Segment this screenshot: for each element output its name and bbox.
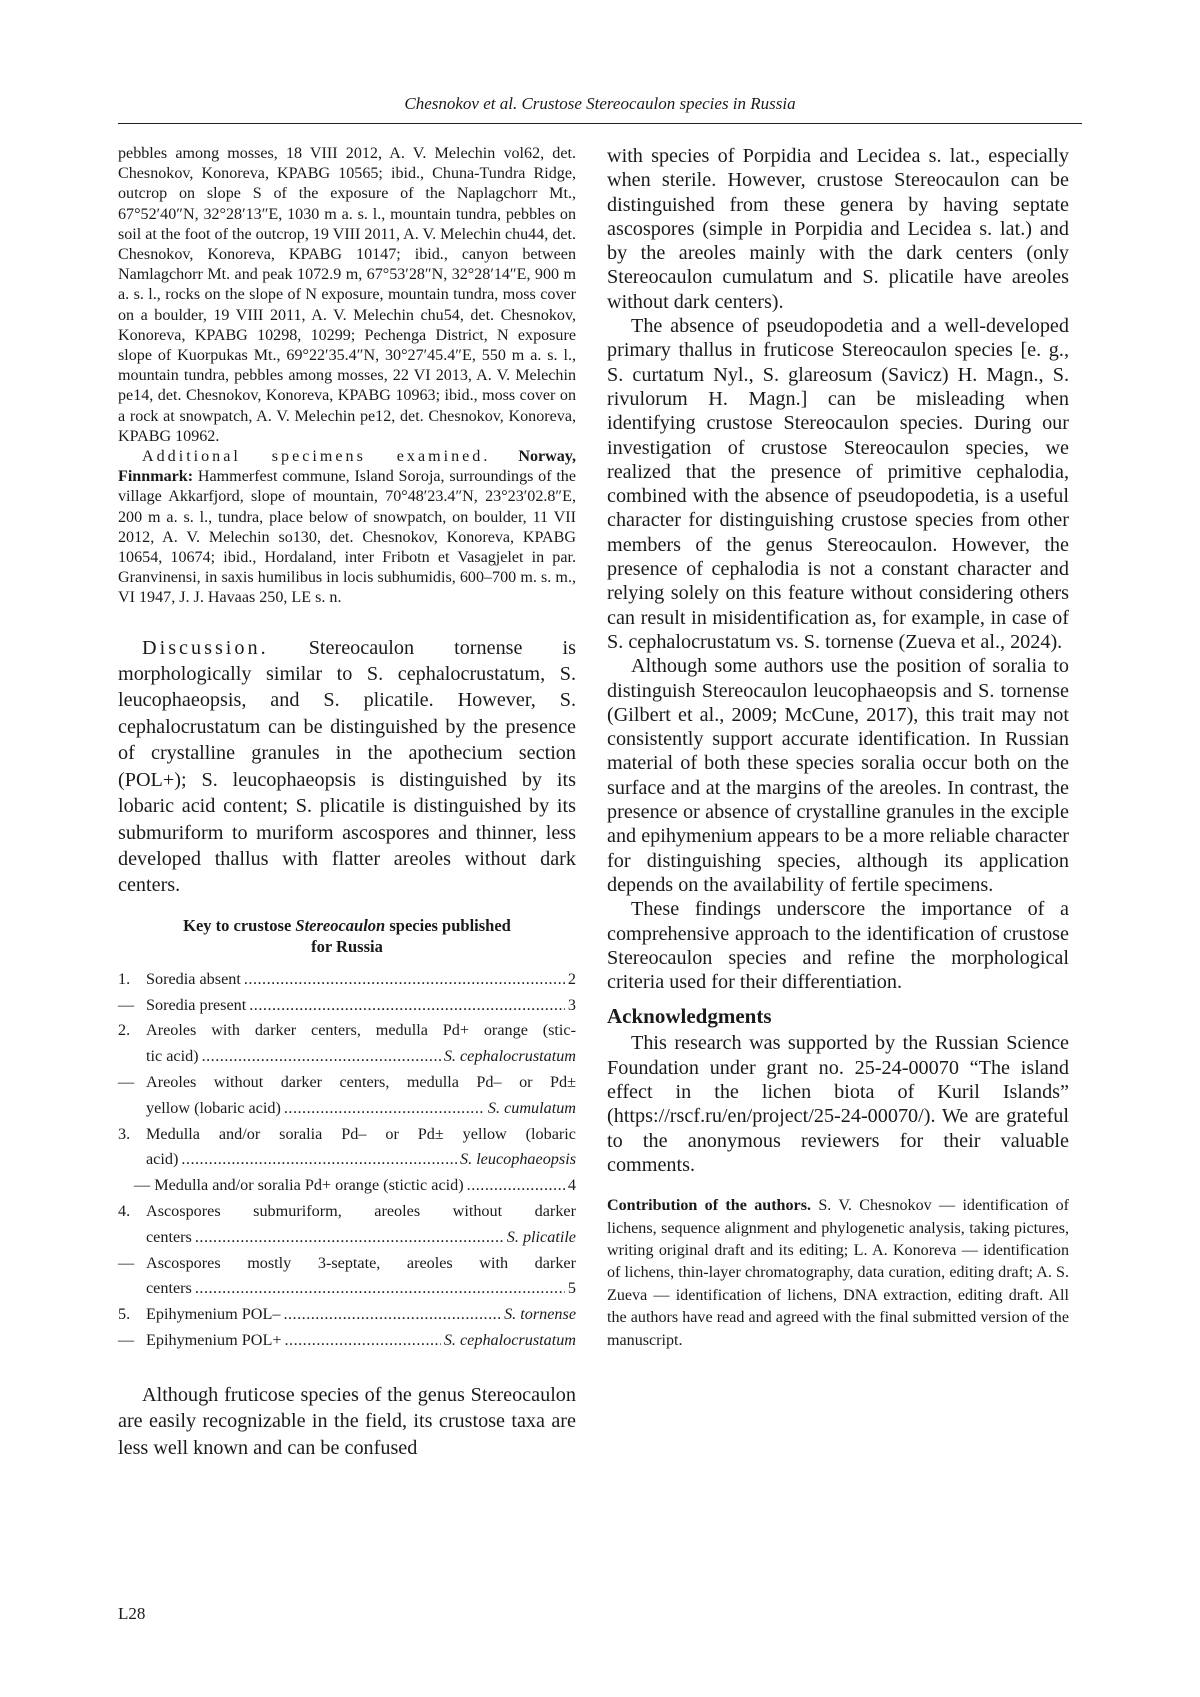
specimens-continued: pebbles among mosses, 18 VIII 2012, A. V. Melechin vol62, det. Chesnokov, Konoreva, KPABG 10565; ibid., Chuna-Tundra Ridge, outcrop on slope S of the exposure of the Naplagchorr Mt., 67°52′40″N, 32°28′13″E, 1030 m a. s. l., mountain tundra, pebbles on soil at the foot of the outcrop, 19 VIII 2011, A. V. Melechin chu44, det. Chesnokov, Konoreva, KPABG 10147; ibid., canyon between Namlagchorr Mt. and peak 1072.9 m, 67°53′28″N, 32°28′14″E, 900 m a. s. l., rocks on the slope of N exposure, mountain tundra, moss cover on a boulder, 19 VIII 2011, A. V. Melechin chu54, det. Chesnokov, Konoreva, KPABG 10298, 10299; Pechenga District, N exposure slope of Kuorpukas Mt., 69°22′35.4″N, 30°27′45.4″E, 550 m a. s. l., mountain tundra, pebbles among mosses, 22 VI 2013, A. V. Melechin pe14, det. Chesnokov, Konoreva, KPABG 10963; ibid., moss cover on a rock at snowpatch, A. V. Melechin pe12, det. Chesnokov, Konoreva, KPABG 10962. (118, 145, 577, 445)
paragraph-findings: These findings underscore the importance of a comprehensive approach to the identification of crustose Stereocaulon species and refine the morphological criteria used for their differentiation. (607, 898, 1069, 994)
discussion-paragraph (118, 635, 576, 899)
header-rule (118, 123, 1082, 124)
page-number: L28 (118, 1604, 146, 1623)
key-couplet-1b: — Soredia present ..... 3 (118, 993, 576, 1019)
key-couplet-2a: 2. Areoles with darker centers, medulla Pd+ orange (stic- (118, 1021, 576, 1040)
right-column (607, 144, 1069, 1352)
running-title: Chesnokov et al. Crustose Stereocaulon species in Russia (404, 94, 796, 113)
key-couplet-5a: 5. Epihymenium POL– ..... S. tornense (118, 1302, 576, 1328)
paragraph-soralia: Although some authors use the position of soralia to distinguish Stereocaulon leucophaeopsis and S. tornense (Gilbert et al., 2009; McCune, 2017), this trait may not consistently support accurate identification. In Russian material of both these species soralia occur both on the surface and at the margins of the areoles. In contrast, the presence or absence of crystalline granules in the exciple and epihymenium appears to be a more reliable character for distinguishing species, although its application depends on the availability of fertile specimens. (607, 655, 1069, 896)
discussion-text: Stereocaulon tornense is morphologically similar to S. cephalocrustatum, S. leucophaeopsis, and S. plicatile. However, S. cephalocrustatum can be distinguished by the presence of crystalline granules in the apothecium section (POL+); S. leucophaeopsis is distinguished by its lobaric acid content; S. plicatile is distinguished by its submuriform to muriform ascospores and thinner, less developed thallus with flatter areoles without dark centers. (118, 636, 576, 897)
additional-specimens-region: Norway, Finnmark: (118, 448, 576, 486)
acknowledgments-text: This research was supported by the Russian Science Foundation under grant no. 25-24-00070 “The island effect in the lichen biota of Kuril Islands” (https://rscf.ru/en/project/25-24-00070/). We are grateful to the anonymous reviewers for their valuable comments. (607, 1032, 1069, 1176)
additional-specimens-text: Hammerfest commune, Island Soroja, surroundings of the village Akkarfjord, slope of mountain, 70°48′23.4″N, 23°23′02.8″E, 200 m a. s. l., tundra, place below of snowpatch, on boulder, 11 VII 2012, A. V. Melechin so130, det. Chesnokov, Konoreva, KPABG 10654, 10674; ibid., Hordaland, inter Fribotn et Vasagjelet in par. Granvinensi, in saxis humilibus in locis subhumidis, 600–700 m. s. m., VI 1947, J. J. Havaas 250, LE s. n. (118, 468, 576, 607)
key-couplet-2b-cont: yellow (lobaric acid) ..... S. cumulatum (118, 1096, 576, 1122)
discussion-label: Discussion. (142, 636, 269, 659)
contribution-label: Contribution of the authors. (607, 1197, 811, 1215)
key-couplet-1a: 1. Soredia absent ..... 2 (118, 967, 576, 993)
acknowledgments-heading: Acknowledgments (607, 1004, 772, 1029)
key-couplet-4a-cont: centers ..... S. plicatile (118, 1225, 576, 1251)
key-couplet-3a: 3. Medulla and/or soralia Pd– or Pd± yellow (lobaric (118, 1124, 576, 1143)
key-couplet-4b: — Ascospores mostly 3-septate, areoles with darker (118, 1253, 576, 1272)
identification-key (118, 967, 576, 1354)
key-title: Key to crustose Stereocaulon species published for Russia (183, 915, 511, 956)
key-couplet-4b-cont: centers ..... 5 (118, 1276, 576, 1302)
key-couplet-2a-cont: tic acid) ..... S. cephalocrustatum (118, 1044, 576, 1070)
key-couplet-3b: — Medulla and/or soralia Pd+ orange (stictic acid) ..... 4 (118, 1173, 576, 1199)
key-couplet-3a-cont: acid) ..... S. leucophaeopsis (118, 1147, 576, 1173)
contribution-paragraph (607, 1195, 1069, 1352)
additional-specimens-label: Additional specimens examined. (142, 448, 491, 466)
paragraph-porpidia: with species of Porpidia and Lecidea s. lat., especially when sterile. However, crustose Stereocaulon can be distinguished from these genera by having septate ascospores (simple in Porpidia and Lecidea s. lat.) and by the areoles mainly with the dark centers (only Stereocaulon cumulatum and S. plicatile have areoles without dark centers). (607, 145, 1069, 313)
additional-specimens (118, 447, 576, 609)
key-couplet-5b: — Epihymenium POL+ ..... S. cephalocrustatum (118, 1328, 576, 1354)
left-column (118, 144, 576, 1461)
fruticose-paragraph: Although fruticose species of the genus Stereocaulon are easily recognizable in the field, its crustose taxa are less well known and can be confused (118, 1383, 576, 1459)
key-couplet-4a: 4. Ascospores submuriform, areoles without darker (118, 1201, 576, 1220)
contribution-text: S. V. Chesnokov — identification of lichens, sequence alignment and phylogenetic analysis, taking pictures, writing original draft and its editing; L. A. Konoreva — identification of lichens, thin-layer chromatography, data curation, editing draft; A. S. Zueva — identification of lichens, DNA extraction, editing draft. All the authors have read and agreed with the final submitted version of the manuscript. (607, 1197, 1069, 1349)
paragraph-pseudopodetia: The absence of pseudopodetia and a well-developed primary thallus in fruticose Stereocaulon species [e. g., S. curtatum Nyl., S. glareosum (Savicz) H. Magn., S. rivulorum H. Magn.] can be misleading when identifying crustose Stereocaulon species. During our investigation of crustose Stereocaulon species, we realized that the presence of primitive cephalodia, combined with the absence of pseudopodetia, is a useful character for distinguishing crustose species from other members of the genus Stereocaulon. However, the presence of cephalodia is not a constant character and relying solely on this feature without considering others can result in misidentification as, for example, in case of S. cephalocrustatum vs. S. tornense (Zueva et al., 2024). (607, 315, 1069, 653)
key-couplet-2b: — Areoles without darker centers, medulla Pd– or Pd± (118, 1072, 576, 1091)
